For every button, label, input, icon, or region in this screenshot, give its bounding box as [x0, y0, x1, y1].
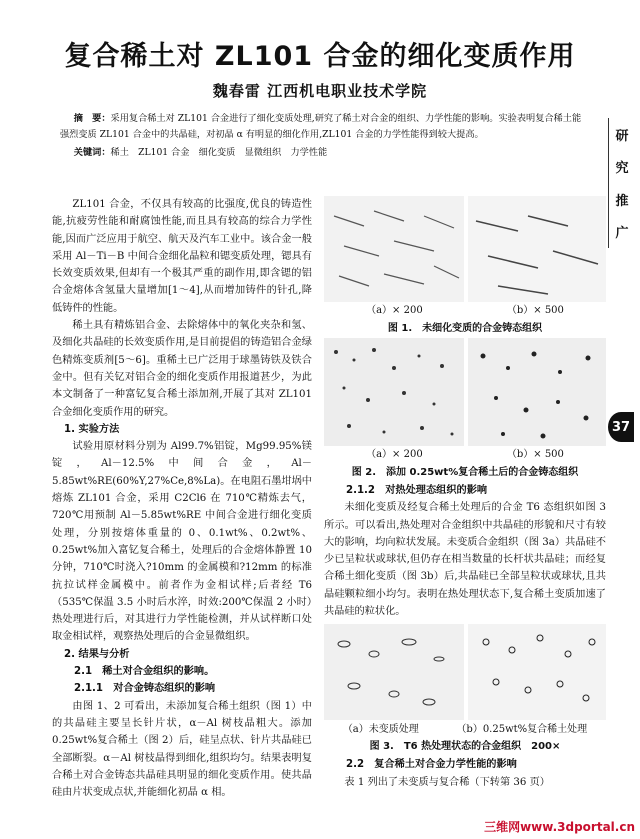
section-heading-methods: 1. 实验方法	[64, 423, 120, 435]
subsection-heading-2-1-2: 2.1.2 对热处理态组织的影响	[346, 485, 488, 496]
intro-paragraph-2: 稀土具有精炼铝合金、去除熔体中的氧化夹杂和氢、及细化共晶硅的长效变质作用,是目前提倡的铸造铝合金绿色精炼变质剂[5～6]。重稀土已广泛用于球墨铸铁及铁合金中。但有关钇对铝合金的细化变质作用报道甚少，为此本文制备了一种富钇复合稀土添加剂,开展了其对 ZL101 合金细化变质作用的研究。	[52, 320, 312, 418]
figure-2a-label: （a）× 200	[366, 449, 423, 461]
side-tab-char-2: 究	[615, 161, 629, 177]
intro-paragraph-1: ZL101 合金，不仅具有较高的比强度,优良的铸造性能,抗疲劳性能和耐腐蚀性能,而且具有较高的综合力学性能,因而广泛应用于航空、航天及汽车工业中。该合金一般采用 Al－Ti－B 中间合金细化晶粒和锶变质处理，锶具有长效变质效果,但却有一个极其严重的副作用,即含锶的铝合金熔体含氢量大量增加[1～4],从而增加铸件的针孔,降低铸件的性能。	[52, 199, 312, 314]
keywords-line	[60, 145, 590, 161]
subsection-heading-2-1-1: 2.1.1 对合金铸态组织的影响	[74, 683, 216, 695]
subsection-heading-2-1: 2.1 稀土对合金组织的影响。	[74, 666, 215, 678]
micrograph-3b	[468, 624, 606, 720]
right-column	[324, 196, 606, 791]
paper-title: 复合稀土对 ZL101 合金的细化变质作用	[64, 41, 576, 72]
mechanical-properties-paragraph: 表 1 列出了未变质与复合稀（下转第 36 页）	[344, 776, 550, 788]
author-line: 魏春雷 江西机电职业技术学院	[212, 82, 428, 100]
figure-3-images	[324, 624, 606, 720]
figure-3b-label: （b）0.25wt%复合稀土处理	[456, 723, 588, 735]
figure-3-caption: 图 3. T6 热处理状态的合金组织 200×	[369, 741, 561, 753]
abstract-block	[60, 111, 590, 161]
figure-2-sublabels	[324, 446, 606, 464]
section-side-tab	[608, 118, 635, 248]
figure-3a-label: （a）未变质处理	[342, 723, 419, 735]
side-tab-char-4: 广	[615, 226, 629, 242]
figure-2-images	[324, 338, 606, 446]
figure-2-caption: 图 2. 添加 0.25wt%复合稀土后的合金铸态组织	[351, 467, 579, 478]
micrograph-1a	[324, 196, 464, 302]
figure-3-sublabels	[324, 720, 606, 738]
figure-2b-label: （b）× 500	[506, 449, 564, 461]
page-number-badge: 37	[608, 412, 634, 442]
figure-1-images	[324, 196, 606, 302]
micrograph-3a	[324, 624, 464, 720]
abstract-paragraph	[60, 111, 590, 143]
source-watermark: 三维网www.3dportal.cn	[420, 818, 635, 836]
heat-treatment-paragraph: 未细化变质及经复合稀土处理后的合金 T6 态组织如图 3 所示。可以看出,热处理对合金组织中共晶硅的形貌和尺寸有较大的影响，均向粒状发展。未变质合金组织（图 3a）共晶硅不少已呈粒状或球状,但仍存在相当数量的长杆状共晶硅；而经复合稀土细化变质（图 3b）后,共晶硅已全部呈粒状或球状,且共晶硅颗粒细小均匀。表明在热处理状态下,复合稀土变质加速了共晶硅的粒状化。	[324, 502, 606, 618]
keywords-label: 关键词：	[73, 147, 111, 158]
figure-1-caption: 图 1. 未细化变质的合金铸态组织	[387, 323, 543, 334]
abstract-text: 采用复合稀土对 ZL101 合金进行了细化变质处理,研究了稀土对合金的组织、力学性能的影响。实验表明复合稀土能强烈变质 ZL101 合金中的共晶硅，对初晶 α 有明显的细化作用,ZL101 合金的力学性能得到较大提高。	[60, 113, 582, 140]
micrograph-1b	[468, 196, 606, 302]
section-heading-results: 2. 结果与分析	[64, 648, 130, 660]
results-paragraph-1: 由图 1、2 可看出，未添加复合稀土组织（图 1）中的共晶硅主要呈长针片状，α－Al 树枝晶粗大。添加 0.25wt%复合稀土（图 2）后，硅呈点状、针片共晶硅已全部断裂。α－Al 树枝晶得到细化,组织均匀。结果表明复合稀土对合金铸态共晶硅具明显的细化变质作用。使共晶硅由片状变成点状,并能细化初晶 α 相。	[52, 700, 312, 799]
methods-paragraph: 试验用原材料分别为 Al99.7%铝锭，Mg99.95%镁锭，Al－12.5%中间合金，Al－5.85wt%RE(60%Y,27%Ce,8%La)。在电阻石墨坩埚中熔炼 ZL101 合金，采用 C2Cl6 在 710℃精炼去气，720℃用预制 Al－5.85wt%RE 中间合金进行细化变质处理，分别按熔体重量的 0、0.1wt%、0.2wt%、0.25wt%加入富钇复合稀土，处理后的合金熔体静置 10 分钟，710℃时浇入?10mm 的金属模和?12mm 的标准抗拉试样金属模中。前者作为金相试样;后者经 T6（535℃保温 3.5 小时后水淬，时效:200℃保温 2 小时）热处理进行后，对其进行力学性能检测，并从试样断口处取金相试样，观察热处理后的合金显微组织。	[52, 441, 312, 643]
micrograph-2a	[324, 338, 464, 446]
left-column	[52, 196, 312, 801]
figure-1-sublabels	[324, 302, 606, 320]
abstract-label: 摘 要：	[73, 113, 111, 124]
figure-1a-label: （a）× 200	[366, 305, 423, 317]
micrograph-2b	[468, 338, 606, 446]
subsection-heading-2-2: 2.2 复合稀土对合金力学性能的影响	[346, 759, 517, 771]
side-tab-char-1: 研	[615, 128, 629, 144]
side-tab-char-3: 推	[615, 193, 629, 209]
figure-1b-label: （b）× 500	[506, 305, 564, 317]
keywords-text: 稀土 ZL101 合金 细化变质 显微组织 力学性能	[110, 147, 328, 158]
